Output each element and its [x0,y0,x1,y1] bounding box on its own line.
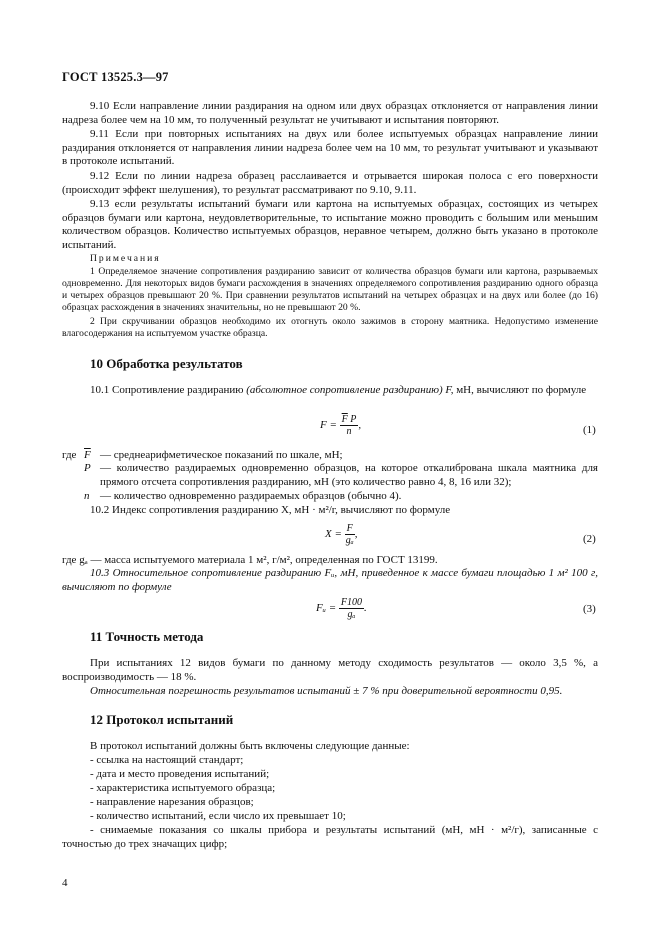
list-item: - характеристика испытуемого образца; [90,782,276,794]
formula-1-num-p: P [347,414,357,425]
formula-3-num: F100 [340,597,362,608]
formula-1-tail: , [358,419,362,432]
formula-2-tail: , [354,528,358,541]
formula-1-lhs: F = [320,419,337,432]
paragraph-10-1-end: мН, вычисляют по формуле [453,384,587,396]
paragraph-10-3: 10.3 Относительное сопротивление раздиранию Fᵤ, мН, приведенное к массе бумаги площадью 1 м² 100 г, вычисляют по формуле [62,567,598,593]
section-12-heading: 12 Протокол испытаний [90,712,234,727]
formula-3-tail: . [363,602,367,615]
equation-number-3: (3) [583,603,596,615]
paragraph-11-1: При испытаниях 12 видов бумаги по данному методу сходимость результатов — около 3,5 %, а воспроизводимость — 18 %. [62,657,598,683]
note-1: 1 Определяемое значение сопротивления раздиранию зависит от количества образцов бумаги или картона, разрываемых одновременно. Для некоторых видов бумаги расхождения в значениях определяемого сопротивления раздиранию одного образца и четырех образцов превышают 20 %. При сравнении результатов испытаний на четырех образцах и на двух или более (до 16) образцах расхождения в значениях значительны, но не превышают 20 %. [62,266,598,314]
where-label: где [62,449,77,461]
def-f-text: — среднеарифметическое показаний по шкале, мН; [100,449,343,461]
formula-1 [320,414,361,437]
section-10-heading: 10 Обработка результатов [90,356,243,371]
page-number: 4 [62,877,68,889]
def-f-symbol-text: $\overline{F}$ [84,449,91,461]
paragraph-10-2: 10.2 Индекс сопротивления раздиранию X, мН · м²/г, вычисляют по формуле [90,504,451,516]
formula-3-den: gₐ [347,609,356,620]
list-item: - снимаемые показания со шкалы прибора и результаты испытаний (мН, мН · м²/г), записанные с точностью до трех значащих цифр; [62,824,598,850]
list-item: - направление нарезания образцов; [90,796,254,808]
formula-3-fraction [339,597,364,620]
paragraph-9-11: 9.11 Если при повторных испытаниях на двух или более испытуемых образцах направление линии раздирания отклоняется от направления линии надреза более чем на 10 мм, то результат учитывают и указывают в протоколе испытаний. [62,128,598,168]
paragraph-12-intro: В протокол испытаний должны быть включены следующие данные: [90,740,410,752]
formula-1-den: n [346,426,352,437]
paragraph-11-2: Относительная погрешность результатов испытаний ± 7 % при доверительной вероятности 0,95. [90,685,563,697]
formula-3-lhs: Fᵤ = [316,602,337,615]
paragraph-10-1 [62,384,598,398]
paragraph-9-12: 9.12 Если по линии надреза образец расслаивается и отрывается широкая полоса с его поверхности (происходит эффект шелушения), то результат рассматривают по 9.10, 9.11. [62,170,598,196]
list-item: - дата и место проведения испытаний; [90,768,270,780]
formula-2 [325,523,358,546]
formula-1-num-f: $\overline{F}$ [341,414,348,425]
formula-2-num: F [346,523,353,534]
section-11-heading: 11 Точность метода [90,629,204,644]
formula-2-den: gₐ [345,535,354,546]
note-2: 2 При скручивании образцов необходимо их отогнуть около зажимов в сторону маятника. Недопустимо изменение влагосодержания на испытуемом участке образца. [62,316,598,340]
document-header: ГОСТ 13525.3—97 [62,70,169,84]
formula-2-fraction [345,523,355,546]
formula-3 [316,597,367,620]
equation-number-2: (2) [583,533,596,545]
list-item: - ссылка на настоящий стандарт; [90,754,244,766]
definition-g: где gₐ — масса испытуемого материала 1 м², г/м², определенная по ГОСТ 13199. [62,554,438,566]
def-n-symbol: n [84,490,90,502]
list-item: - количество испытаний, если число их превышает 10; [90,810,346,822]
def-f-symbol [84,449,91,463]
paragraph-9-10: 9.10 Если направление линии раздирания на одном или двух образцах отклоняется от направления линии надреза более чем на 10 мм, то полученный результат не учитывают и испытания повторяют. [62,100,598,126]
paragraph-10-1-start: 10.1 Сопротивление раздиранию [90,384,247,396]
paragraph-9-13: 9.13 если результаты испытаний бумаги или картона на испытуемых образцах, состоящих из четырех образцов бумаги или картона, неудовлетворительные, то испытание можно проводить с большим или меньшим количеством образцов. Количество испытуемых образцов, неравное четырем, должно быть указано в протоколе испытаний. [62,198,598,251]
def-p-text: — количество раздираемых одновременно образцов, на которое откалибрована шкала маятника для прямого отсчета сопротивления раздиранию, мН (это количество равно 4, 8, 16 или 32); [100,462,598,488]
paragraph-10-1-italic: (абсолютное сопротивление раздиранию) F, [246,384,454,396]
def-n-text: — количество одновременно раздираемых образцов (обычно 4). [100,490,402,502]
formula-2-lhs: X = [325,528,342,541]
formula-1-fraction [340,414,362,437]
def-p-symbol: P [84,462,91,474]
notes-title: Примечания [90,253,161,264]
equation-number-1: (1) [583,424,596,436]
